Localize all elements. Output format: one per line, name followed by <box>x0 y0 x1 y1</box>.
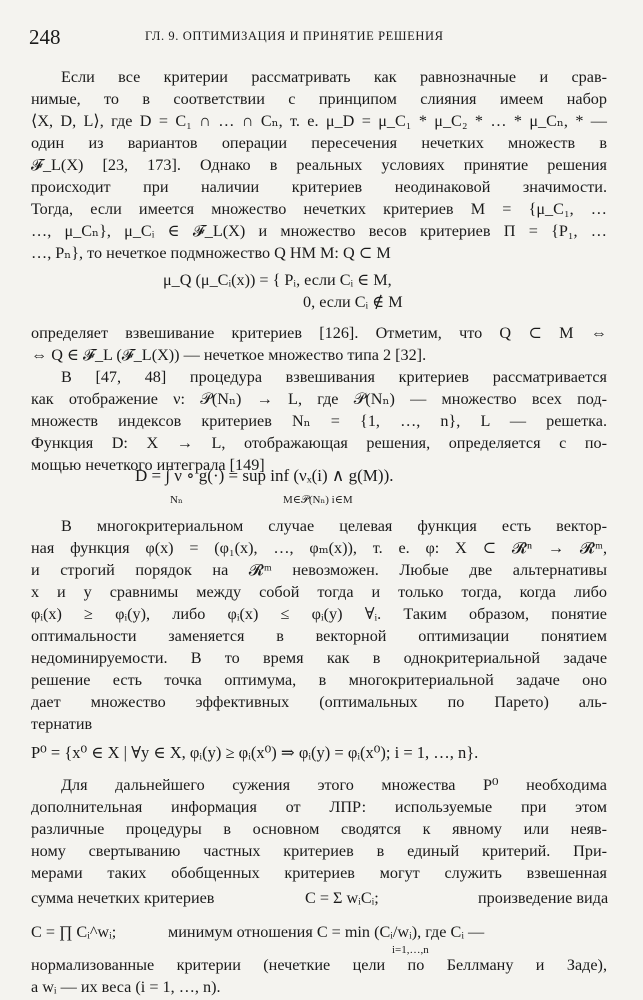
text-line: В [47, 48] процедура взвешивания критериев рассматривается <box>61 368 607 386</box>
text-line: определяет взвешивание критериев [126]. Отметим, что Q ⊂ M ⇔ <box>31 324 607 342</box>
text-line: различные процедуры в основном сводятся к явному или неяв- <box>31 820 607 838</box>
text-line: недоминируемости. В то время как в однокритериальной задаче <box>31 649 607 667</box>
text-line: мощью нечеткого интеграла [149] <box>31 456 265 474</box>
formula-weighting-row2: 0, если Cᵢ ∉ M <box>303 293 403 311</box>
text-line: и строгий порядок на 𝓡ᵐ невозможен. Любые две альтернативы <box>31 561 607 579</box>
text-line: ному свертыванию частных критериев в единый критерий. При- <box>31 842 607 860</box>
text-line: В многокритериальном случае целевая функция есть вектор- <box>61 517 607 535</box>
text-line: произведение вида <box>478 889 609 907</box>
text-line: дополнительная информация от ЛПР: используемые при этом <box>31 798 607 816</box>
text-line: а wᵢ — их веса (i = 1, …, n). <box>31 978 221 996</box>
text-line: как отображение ν: 𝒫(Nₙ) → L, где 𝒫(Nₙ) — множество всех под- <box>31 390 607 408</box>
text-line: …, Pₙ}, то нечеткое подмножество Q НМ M: Q ⊂ M <box>31 244 391 262</box>
text-line: Для дальнейшего сужения этого множества P⁰ необходима <box>61 776 607 794</box>
text-line: …, μ_Cₙ}, μ_Cᵢ ∈ 𝓕_L(X) и множество весов критериев Π = {P₁, … <box>31 222 607 240</box>
formula-min-subscript: i=1,…,n <box>392 944 429 956</box>
text-line: множеств индексов критериев Nₙ = {1, …, n}, L — решетка. <box>31 412 607 430</box>
text-line: происходит при наличии критериев неодинаковой значимости. <box>31 178 607 196</box>
text-line: решение есть точка оптимума, в многокритериальной задаче оно <box>31 671 607 689</box>
text-line: ⟨X, D, L⟩, где D = C₁ ∩ … ∩ Cₙ, т. е. μ_D = μ_C₁ * μ_C₂ * … * μ_Cₙ, * — <box>31 112 607 130</box>
text-line: нормализованные критерии (нечеткие цели по Беллману и Заде), <box>31 956 607 974</box>
formula-product: C = ∏ Cᵢ^wᵢ; <box>31 923 117 941</box>
text-line: оптимальности заменяется в векторной оптимизации понятием <box>31 627 607 645</box>
formula-weighting-row1: μ_Q (μ_Cᵢ(x)) = { Pᵢ, если Cᵢ ∈ M, <box>163 271 392 289</box>
text-line: 𝓕_L(X) [23, 173]. Однако в реальных условиях принятие решения <box>31 156 607 174</box>
text-line: сумма нечетких критериев <box>31 889 215 907</box>
formula-pareto-set: P⁰ = {x⁰ ∈ X | ∀y ∈ X, φᵢ(y) ≥ φᵢ(x⁰) ⇒ φᵢ(y) = φᵢ(x⁰); i = 1, …, n}. <box>31 743 479 762</box>
page-number: 248 <box>29 25 61 49</box>
text-line: φᵢ(x) ≥ φᵢ(y), либо φᵢ(x) ≤ φᵢ(y) ∀ᵢ. Таким образом, понятие <box>31 605 607 623</box>
text-line: x и y сравнимы между собой тогда и только тогда, когда либо <box>31 583 607 601</box>
formula-fuzzy-integral: D = ∫ ν ∘ g(·) = sup inf (νₓ(i) ∧ g(M)). <box>135 466 394 485</box>
text-line: нимые, то в соответствии с принципом слияния имеем набор <box>31 90 607 108</box>
text-line: мерами таких обобщенных критериев могут служить взвешенная <box>31 864 607 882</box>
formula-weighted-sum: C = Σ wᵢCᵢ; <box>305 889 379 907</box>
formula-min-ratio: минимум отношения C = min (Cᵢ/wᵢ), где Cᵢ — <box>168 923 485 941</box>
text-line: ная функция φ(x) = (φ₁(x), …, φₘ(x)), т. е. φ: X ⊂ 𝓡ⁿ → 𝓡ᵐ, <box>31 539 607 557</box>
text-line: ⇔ Q ∈ 𝓕_L (𝓕_L(X)) — нечеткое множество типа 2 [32]. <box>31 346 427 364</box>
formula-integral-subscript: Nₙ <box>170 494 183 506</box>
text-line: Тогда, если имеется множество нечетких критериев M = {μ_C₁, … <box>31 200 607 218</box>
formula-sup-inf-subscript: M∈𝒫(Nₙ) i∈M <box>283 494 353 506</box>
text-line: один из вариантов операции пересечения нечетких множеств в <box>31 134 607 152</box>
text-line: тернатив <box>31 715 93 733</box>
running-head: ГЛ. 9. ОПТИМИЗАЦИЯ И ПРИНЯТИЕ РЕШЕНИЯ <box>145 29 444 43</box>
text-line: Если все критерии рассматривать как равнозначные и срав- <box>61 68 607 86</box>
text-line: Функция D: X → L, отображающая решения, определяется с по- <box>31 434 607 452</box>
text-line: дает множество эффективных (оптимальных по Парето) аль- <box>31 693 607 711</box>
